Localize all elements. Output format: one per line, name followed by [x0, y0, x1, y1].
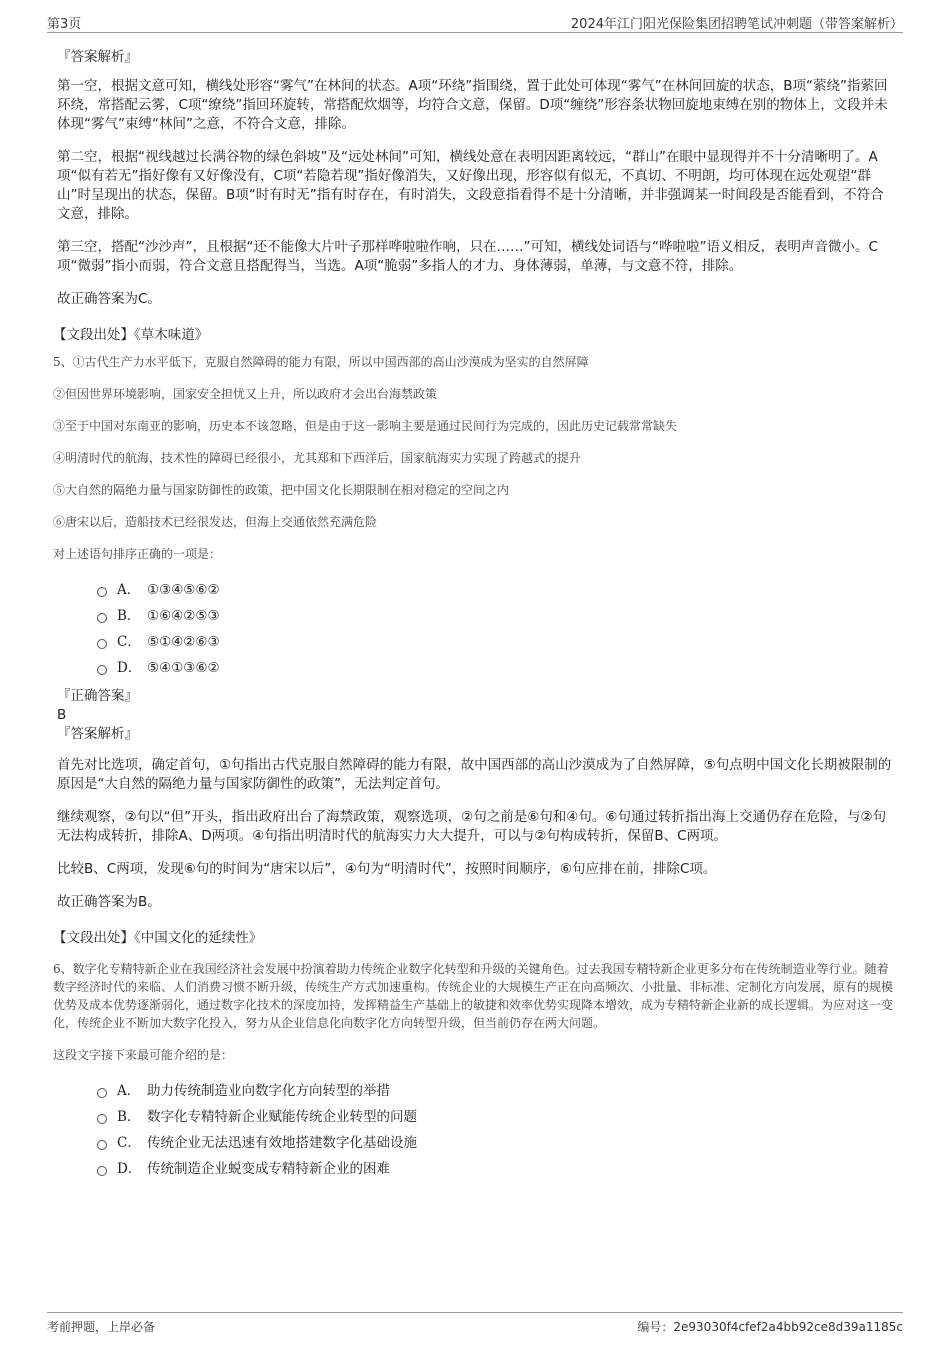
analysis-paragraph: 第二空，根据“视线越过长满谷物的绿色斜坡”及“远处林间”可知，横线处意在表明因距离较远，“群山”在眼中显现得并不十分清晰明了。A项“似有若无”指好像有又好像没有，C项“若隐若现”指好像消失，又好像出现，形容似有似无，不真切、不明朗，均可体现在远处观望“群山”时呈现出的状态，保留。B项“时有时无”指有时存在，有时消失，文段意指看得不是十分清晰，并非强调某一时间段是否能看到，不符合文意，排除。: [57, 149, 884, 222]
option-a[interactable]: [97, 1078, 897, 1104]
radio-button-icon[interactable]: [97, 639, 107, 649]
radio-button-icon[interactable]: [97, 665, 107, 675]
page-footer: [47, 1312, 903, 1337]
radio-button-icon[interactable]: [97, 613, 107, 623]
question-sentence: ②但因世界环境影响，国家安全担忧又上升，所以政府才会出台海禁政策: [53, 387, 438, 401]
option-text: ①⑥④②⑤③: [147, 608, 220, 624]
radio-button-icon[interactable]: [97, 1114, 107, 1124]
radio-button-icon[interactable]: [97, 1166, 107, 1176]
option-text: 助力传统制造业向数字化方向转型的举措: [147, 1083, 390, 1099]
question-5: [53, 353, 897, 563]
question-6-prompt: 这段文字接下来最可能介绍的是：: [53, 1048, 234, 1062]
option-letter: A．: [117, 1083, 141, 1099]
option-letter: C．: [117, 1135, 141, 1151]
source-citation: 【文段出处】《中国文化的延续性》: [53, 930, 263, 946]
page-content: [53, 45, 897, 1182]
radio-button-icon[interactable]: [97, 1140, 107, 1150]
analysis-conclusion: 故正确答案为C。: [57, 291, 161, 307]
q6-options: [97, 1078, 897, 1182]
option-b[interactable]: [97, 603, 897, 629]
option-text: ①③④⑤⑥②: [147, 582, 220, 598]
analysis-paragraph: 第一空，根据文意可知，横线处形容“雾气”在林间的状态。A项“环绕”指围绕，置于此处可体现“雾气”在林间回旋的状态，B项“萦绕”指萦回环绕，常搭配云雾，C项“缭绕”指回环旋转，常搭配炊烟等，均符合文意，保留。D项“缠绕”形容条状物回旋地束缚在别的物体上，文段并未体现“雾气”束缚“林间”之意，不符合文意，排除。: [57, 78, 888, 132]
document-code: 编号：2e93030f4cfef2a4bb92ce8d39a1185c: [637, 1320, 903, 1334]
page-number: 第3页: [47, 17, 82, 32]
option-text: ⑤①④②⑥③: [147, 634, 220, 650]
radio-button-icon[interactable]: [97, 1088, 107, 1098]
correct-answer-label: 『正确答案』: [57, 688, 138, 704]
document-title: 2024年江门阳光保险集团招聘笔试冲刺题（带答案解析）: [570, 17, 903, 32]
radio-button-icon[interactable]: [97, 587, 107, 597]
option-c[interactable]: [97, 629, 897, 655]
analysis-paragraph: 继续观察，②句以“但”开头，指出政府出台了海禁政策，观察选项，②句之前是⑥句和④句。⑥句通过转折指出海上交通仍存在危险，与②句无法构成转折，排除A、D两项。④句指出明清时代的航海实力大大提升，可以与②句构成转折，保留B、C两项。: [57, 809, 887, 844]
option-letter: C．: [117, 634, 141, 650]
option-letter: B．: [117, 1109, 141, 1125]
option-d[interactable]: [97, 1156, 897, 1182]
option-text: 传统制造企业蜕变成专精特新企业的困难: [147, 1161, 390, 1177]
option-text: ⑤④①③⑥②: [147, 660, 220, 676]
question-sentence: ⑥唐宋以后，造船技术已经很发达，但海上交通依然充满危险: [53, 515, 378, 529]
analysis-paragraph: 比较B、C两项，发现⑥句的时间为“唐宋以后”，④句为“明清时代”，按照时间顺序，⑥句应排在前，排除C项。: [57, 861, 717, 877]
question-6-stem: 6、数字化专精特新企业在我国经济社会发展中扮演着助力传统企业数字化转型和升级的关键角色。过去我国专精特新企业更多分布在传统制造业等行业。随着数字经济时代的来临、人们消费习惯不断升级，传统生产方式加速重构。传统企业的大规模生产正在向高频次、小批量、非标准、定制化方向发展，原有的规模优势及成本优势逐渐弱化，通过数字化技术的深度加持，发挥精益生产基础上的敏捷和效率优势实现降本增效，成为专精特新企业新的成长逻辑。为应对这一变化，传统企业不断加大数字化投入，努力从企业信息化向数字化方向转型升级，但当前仍存在两大问题。: [53, 962, 894, 1030]
page-header: [47, 8, 903, 33]
option-d[interactable]: [97, 655, 897, 681]
q5-options: [97, 577, 897, 681]
question-sentence: ④明清时代的航海，技术性的障碍已经很小，尤其郑和下西洋后，国家航海实力实现了跨越式的提升: [53, 451, 582, 465]
option-a[interactable]: [97, 577, 897, 603]
option-b[interactable]: [97, 1104, 897, 1130]
option-letter: D．: [117, 1161, 142, 1177]
analysis-paragraph: 第三空，搭配“沙沙声”，且根据“还不能像大片叶子那样哗啦啦作响，只在……”可知，横线处词语与“哗啦啦”语义相反，表明声音微小。C项“微弱”指小而弱，符合文意且搭配得当，当选。A项“脆弱”多指人的才力、身体薄弱，单薄，与文意不符，排除。: [57, 239, 878, 274]
analysis-label: 『答案解析』: [57, 726, 138, 742]
analysis-conclusion: 故正确答案为B。: [57, 894, 161, 910]
option-text: 数字化专精特新企业赋能传统企业转型的问题: [147, 1109, 417, 1125]
source-citation: 【文段出处】《草木味道》: [53, 327, 209, 343]
analysis-label: 『答案解析』: [57, 49, 138, 65]
footer-slogan: 考前押题，上岸必备: [47, 1320, 156, 1334]
option-letter: D．: [117, 660, 142, 676]
option-c[interactable]: [97, 1130, 897, 1156]
option-letter: B．: [117, 608, 141, 624]
analysis-paragraph: 首先对比选项，确定首句，①句指出古代克服自然障碍的能力有限，故中国西部的高山沙漠成为了自然屏障，⑤句点明中国文化长期被限制的原因是“大自然的隔绝力量与国家防御性的政策”，无法判定首句。: [57, 757, 892, 792]
correct-answer-value: B: [57, 707, 67, 723]
option-letter: A．: [117, 582, 141, 598]
question-sentence: ⑤大自然的隔绝力量与国家防御性的政策，把中国文化长期限制在相对稳定的空间之内: [53, 483, 510, 497]
question-sentence: ③至于中国对东南亚的影响，历史本不该忽略，但是由于这一影响主要是通过民间行为完成的，因此历史记载常常缺失: [53, 419, 678, 433]
question-prompt: 对上述语句排序正确的一项是：: [53, 547, 222, 561]
option-text: 传统企业无法迅速有效地搭建数字化基础设施: [147, 1135, 417, 1151]
question-sentence: 5、①古代生产力水平低下，克服自然障碍的能力有限，所以中国西部的高山沙漠成为坚实的自然屏障: [53, 355, 589, 369]
